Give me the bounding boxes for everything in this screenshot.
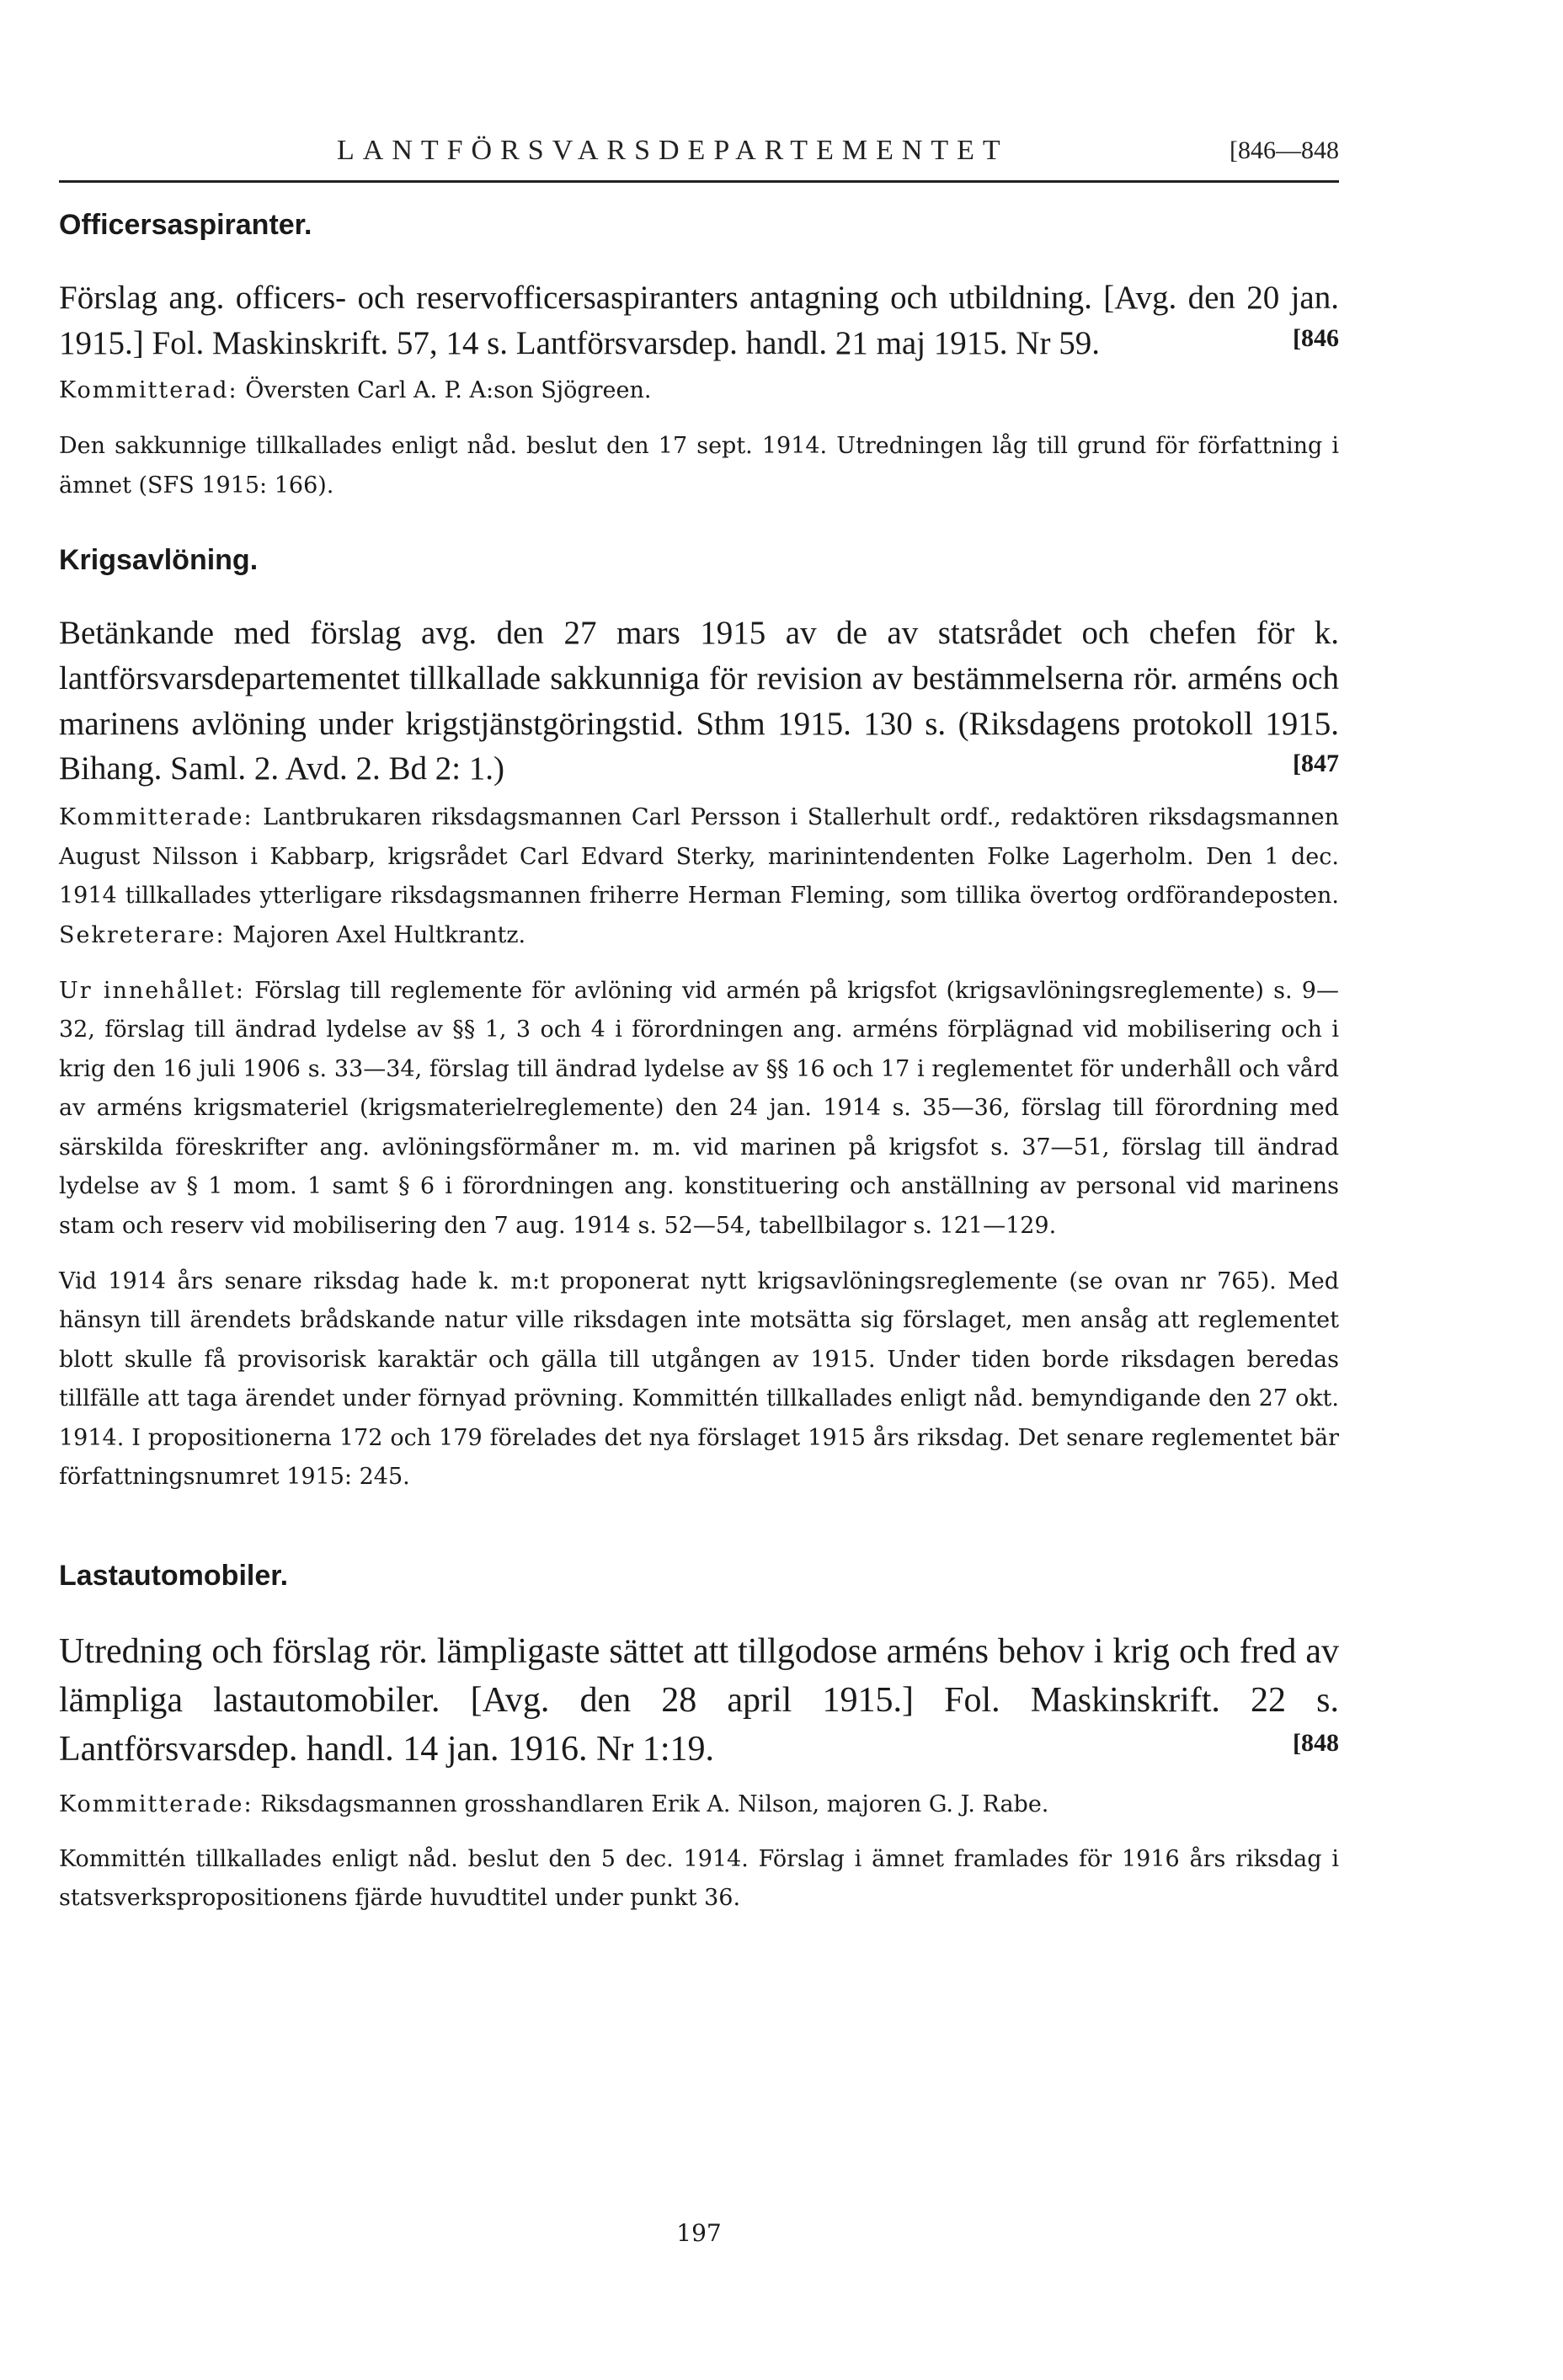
running-title: LANTFÖRSVARSDEPARTEMENTET [337,135,1009,166]
committee-text: Riksdagsmannen grosshandlaren Erik A. Nilson, majoren G. J. Rabe. [260,1791,1049,1818]
section-entry-text [59,1628,1339,1774]
committee-label: Kommitterad: [59,376,238,403]
secretary-text: Majoren Axel Hultkrantz. [232,921,526,948]
entry-reference: [846 [1293,323,1339,352]
page-number: 197 [676,2219,722,2247]
header-rule [59,180,1339,183]
entry-text: Förslag ang. officers- och reservofficersaspiranters antagning och utbildning. [Avg. den 20 jan. 1915.] Fol. Maskinskrift. 57, 14 s. Lantförsvarsdep. handl. 21 maj 1915. Nr 59. [59,280,1339,361]
entry-text: Betänkande med förslag avg. den 27 mars 1915 av de av statsrådet och chefen för k. lantförsvarsdepartementet tillkallade sakkunniga för revision av bestämmelserna rör. arméns och marinens avlöning under krigstjänstgöringstid. Sthm 1915. 130 s. (Riksdagens protokoll 1915. Bihang. Saml. 2. Avd. 2. Bd 2: 1.) [59,614,1339,787]
section-note: Vid 1914 års senare riksdag hade k. m:t proponerat nytt krigsavlöningsreglemente (se ovan nr 765). Med hänsyn till ärendets brådskande natur ville riksdagen inte motsätta sig förslaget, men ansåg att reglementet blott skulle få provisorisk karaktär och gälla till utgången av 1915. Under tiden borde riksdagen beredas tillfälle att taga ärendet under förnyad prövning. Kommittén tillkallades enligt nåd. bemyndigande den 27 okt. 1914. I propositionerna 172 och 179 förelades det nya förslaget 1915 års riksdag. Det senare reglementet bär författningsnumret 1915: 245. [59,1268,1339,1491]
committee-line [59,1785,1339,1824]
committee-line [59,371,1339,410]
section-note: Den sakkunnige tillkallades enligt nåd. beslut den 17 sept. 1914. Utredningen låg till grund för författning i ämnet (SFS 1915: 166). [59,433,1339,499]
contents-label: Ur innehållet: [59,977,245,1004]
page-range: [846—848 [1230,136,1339,164]
entry-reference: [848 [1293,1728,1339,1757]
committee-line [59,798,1339,955]
section-entry-text [59,611,1339,792]
section-note: Kommittén tillkallades enligt nåd. beslut den 5 dec. 1914. Förslag i ämnet framlades för 1916 års riksdag i statsverkspropositionens fjärde huvudtitel under punkt 36. [59,1845,1339,1912]
committee-label: Kommitterade: [59,804,253,831]
section-title-officersaspiranter: Officersaspiranter. [59,209,312,241]
contents-paragraph [59,972,1339,1246]
section-title-lastautomobiler: Lastautomobiler. [59,1559,289,1592]
running-head [59,126,1339,177]
secretary-label: Sekreterare: [59,921,226,948]
entry-text: Utredning och förslag rör. lämpligaste sättet att tillgodose arméns behov i krig och fred av lämpliga lastautomobiler. [Avg. den 28 april 1915.] Fol. Maskinskrift. 22 s. Lantförsvarsdep. handl. 14 jan. 1916. Nr 1:19. [59,1631,1339,1769]
committee-text: Lantbrukaren riksdagsmannen Carl Persson i Stallerhult ordf., redaktören riksdagsmannen August Nilsson i Kabbarp, krigsrådet Carl Edvard Sterky, marinintendenten Folke Lagerholm. Den 1 dec. 1914 tillkallades ytterligare riksdagsmannen friherre Herman Fleming, som tillika övertog ordförandeposten. [59,804,1339,910]
committee-text: Översten Carl A. P. A:son Sjögreen. [245,376,652,403]
section-entry-text [59,275,1339,366]
contents-text: Förslag till reglemente för avlöning vid armén på krigsfot (krigsavlöningsreglemente) s. 9—32, förslag till ändrad lydelse av §§ 1, 3 och 4 i förordningen ang. arméns förplägnad vid mobilisering och i krig den 16 juli 1906 s. 33—34, förslag till ändrad lydelse av §§ 16 och 17 i reglementet för underhåll och vård av arméns krigsmateriel (krigsmaterielreglemente) den 24 jan. 1914 s. 35—36, förslag till förordning med särskilda föreskrifter ang. avlöningsförmåner m. m. vid marinen på krigsfot s. 37—51, förslag till ändrad lydelse av § 1 mom. 1 samt § 6 i förordningen ang. konstituering och anställning av personal vid marinens stam och reserv vid mobilisering den 7 aug. 1914 s. 52—54, tabellbilagor s. 121—129. [59,977,1339,1239]
section-title-krigsavloning: Krigsavlöning. [59,543,259,576]
entry-reference: [847 [1293,750,1339,778]
committee-label: Kommitterade: [59,1791,253,1818]
document-page [59,126,1339,2247]
